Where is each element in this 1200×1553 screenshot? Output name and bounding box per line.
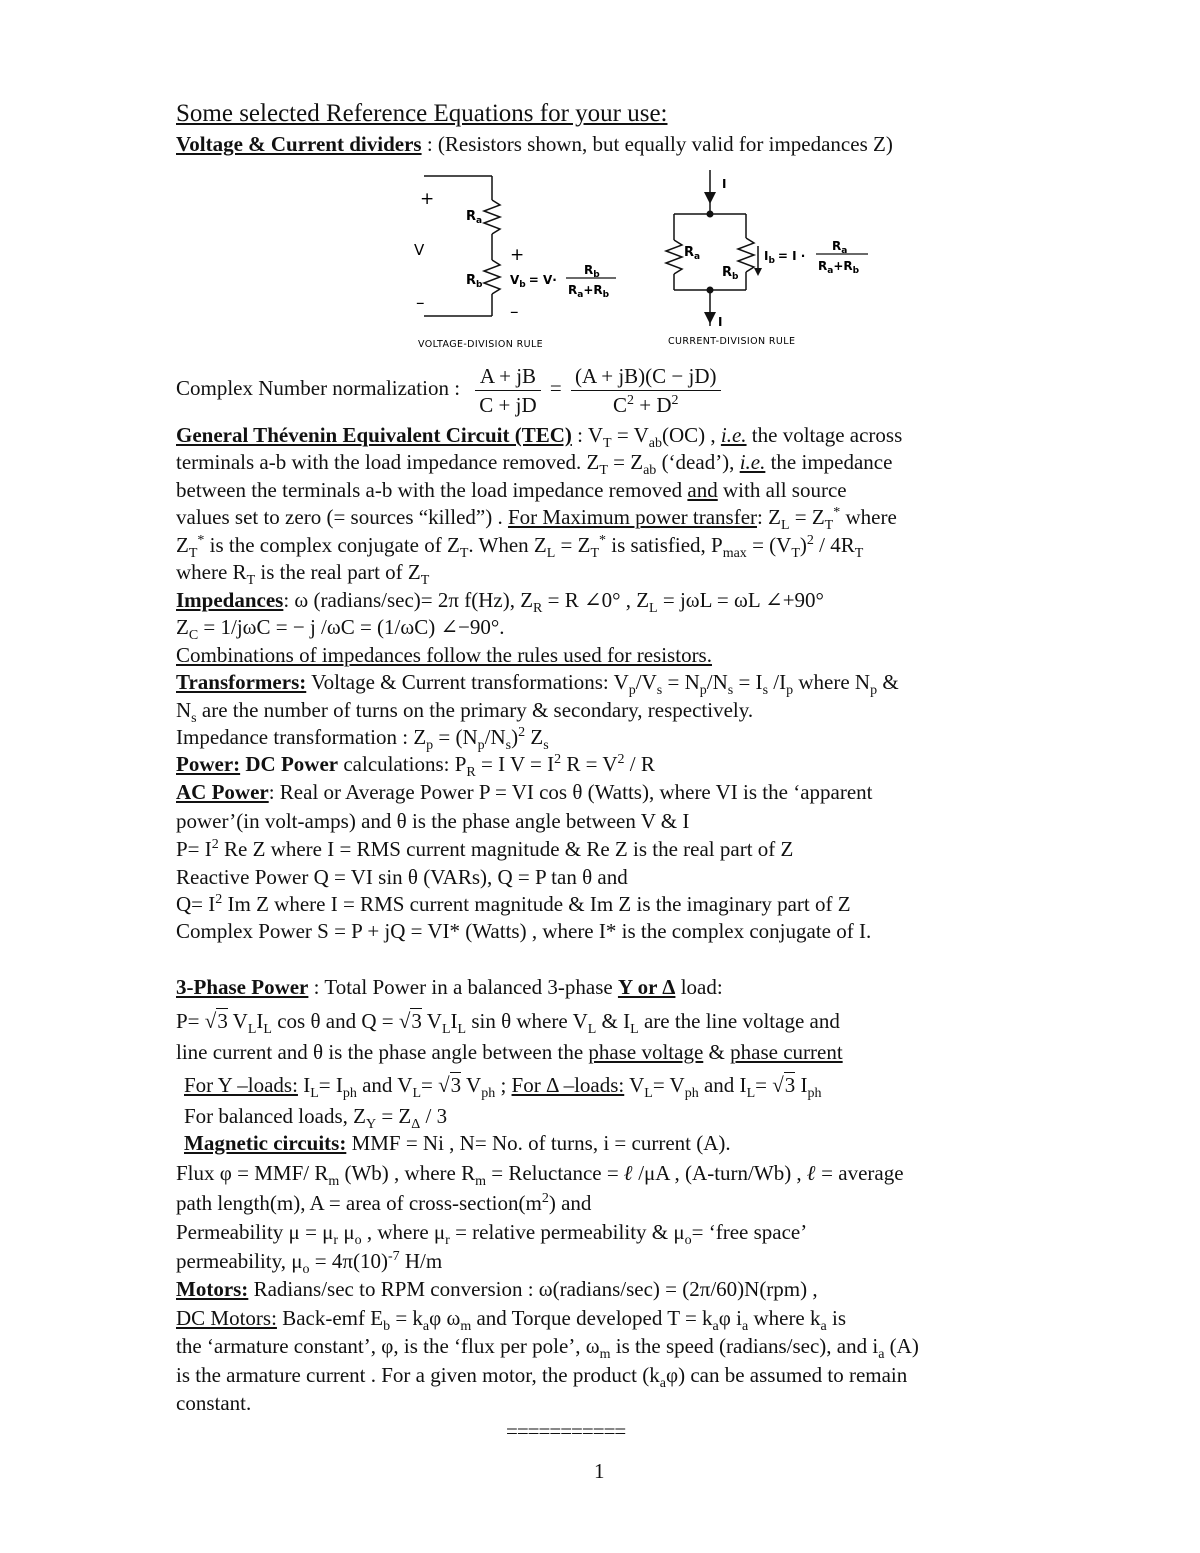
three-phase-line-5: For balanced loads, $Z_Y = Z_\Delta / 3$ (184, 1104, 448, 1133)
three-phase-line-3: line current and θ is the phase angle between the phase voltage & phase current (176, 1040, 843, 1064)
motors-line-1: Motors: Radians/sec to RPM conversion : ω(radians/sec) = (2π/60)N(rpm) , (176, 1277, 818, 1301)
cd-caption: CURRENT-DIVISION RULE (668, 336, 796, 347)
vd-minus-out: – (510, 302, 519, 322)
vd-ra-label: $R_a$ (466, 209, 483, 226)
page-title: Some selected Reference Equations for your use: (176, 100, 668, 127)
cd-i-bottom: I (718, 315, 723, 329)
motors-line-3: the ‘armature constant’, φ, is the ‘flux per pole’, $\omega_m$ is the speed (radians/sec), and $i_a$ (A) (176, 1334, 919, 1363)
thevenin-line-5: $Z_T^*$ is the complex conjugate of $Z_T$. When $Z_L = Z_T^*$ is satisfied, $P_{max} = (V_T)^2 / 4R_T$ (176, 533, 864, 562)
vd-v-label: V (414, 241, 425, 259)
transformers-heading: Transformers: (176, 670, 307, 694)
cd-i-top: I (722, 177, 727, 191)
transformers-line-2: $N_s$ are the number of turns on the primary & secondary, respectively. (176, 698, 754, 727)
impedances-heading: Impedances (176, 588, 284, 612)
power-heading: Power: (176, 752, 241, 776)
magnetic-line-3: path length(m), A = area of cross-$section(m^2)$ and (176, 1191, 592, 1215)
ac-power-line-4: Reactive Power Q = VI sin θ (VARs), Q = P tan θ and (176, 865, 628, 889)
ac-power-line-6: Complex Power S = P + jQ = VI* (Watts) , where I* is the complex conjugate of I. (176, 919, 872, 943)
thevenin-line-6: where $R_T$ is the real part of $Z_T$ (176, 560, 430, 589)
vd-rb-label: $R_b$ (466, 273, 483, 290)
impedances-line-1: Impedances: ω (radians/sec)= 2π f(Hz), $Z_R = R$ ∠0° , $Z_L = j\omega L = \omega L$ ∠+90° (176, 588, 824, 617)
complex-lhs-fraction: $\frac{A + jB}{C + jD}$ (475, 362, 540, 419)
magnetic-line-1: Magnetic circuits: MMF = Ni , N= No. of turns, i = current (A). (184, 1131, 731, 1155)
cd-formula-num: $R_a$ (832, 239, 848, 256)
impedances-line-2: $Z_C = 1/j\omega C$ = − j /ωC = (1/ωC) ∠−90°. (176, 615, 505, 644)
thevenin-line-2: terminals a-b with the load impedance removed. $Z_T = Z_{ab}$ (‘dead’), i.e. the impedance (176, 450, 893, 479)
motors-line-5: constant. (176, 1391, 252, 1415)
three-phase-line-2: P= √3 $V_LI_L$ cos θ and Q = √3 $V_LI_L$ sin θ where $V_L$ & $I_L$ are the line voltage and (176, 1009, 840, 1038)
transformers-line-1: Transformers: Voltage & Current transformations: $V_p/V_s = N_p/N_s = I_s$ $/I_p$ where $N_p$ & (176, 670, 899, 699)
ac-power-line-2: power’(in volt-amps) and θ is the phase angle between V & I (176, 809, 690, 833)
three-phase-line-4: For Y –loads: $I_L= I_{ph}$ and $V_L= √3$ $V_{ph}$ ; For Δ –loads: $V_L= V_{ph}$ and $I_L= √3$ $I_{ph}$ (184, 1073, 822, 1102)
dc-power-line: Power: DC Power calculations: $P_R = I$ $V = I^2$ $R = V^2 / R$ (176, 752, 655, 781)
thevenin-line-3: between the terminals a-b with the load impedance removed and with all source (176, 478, 847, 502)
vd-formula-den: $R_a+R_b$ (568, 283, 610, 300)
dividers-note: : (Resistors shown, but equally valid for impedances Z) (426, 132, 893, 156)
dividers-heading: Voltage & Current dividers (176, 132, 422, 156)
motors-line-2: DC Motors: Back-emf $E_b = k_a\varphi$ $\omega_m$ and Torque developed $T = k_a\varphi$ $i_a$ where $k_a$ is (176, 1306, 846, 1335)
impedances-line-3: Combinations of impedances follow the rules used for resistors. (176, 643, 712, 667)
separator: =========== (506, 1419, 626, 1443)
vd-plus-out: + (510, 245, 525, 265)
thevenin-heading: General Thévenin Equivalent Circuit (TEC) (176, 423, 572, 447)
magnetic-line-2: Flux φ = MMF/ $R_m$ (Wb) , where $R_m$ = Reluctance = ℓ /μA , (A-turn/Wb) , ℓ = average (176, 1161, 904, 1190)
complex-rhs-fraction: $\frac{(A + jB)(C - jD)}{C^2 + D^2}$ (571, 362, 721, 419)
magnetic-line-4: Permeability $\mu = \mu_r$ $\mu_o$ , where $\mu_r$ = relative permeability & $\mu_o=$ ‘free space’ (176, 1220, 808, 1249)
vd-formula-lhs: $V_b = V\cdot$ (510, 273, 557, 290)
three-phase-line-1: 3-Phase Power : Total Power in a balanced 3-phase Y or Δ load: (176, 975, 723, 999)
current-division-diagram (660, 166, 890, 353)
motors-line-4: is the armature current . For a given motor, the product $(k_a\varphi)$ can be assumed to remain (176, 1363, 908, 1392)
thevenin-line-4: values set to zero (= sources “killed”) . For Maximum power transfer: $Z_L = Z_T^*$ where (176, 505, 897, 534)
cd-formula-den: $R_a+R_b$ (818, 259, 860, 276)
magnetic-heading: Magnetic circuits: (184, 1131, 347, 1155)
complex-normalization: Complex Number normalization : $\frac{A + jB}{C + jD}$ = $\frac{(A + jB)(C - jD)}{C^2 + D^2}$ (176, 358, 721, 418)
page-number: 1 (594, 1459, 605, 1483)
vd-plus-top: + (420, 189, 435, 209)
dc-motors-heading: DC Motors: (176, 1306, 277, 1330)
thevenin-line-1: General Thévenin Equivalent Circuit (TEC) : $V_T = V_{ab}(OC)$ , i.e. the voltage across (176, 423, 903, 452)
cd-rb-label: $R_b$ (722, 265, 739, 282)
ac-power-line-5: $Q= I^2$ Im Z where I = RMS current magnitude & Im Z is the imaginary part of Z (176, 892, 851, 916)
dividers-line (176, 131, 893, 157)
complex-label: Complex Number normalization : (176, 376, 461, 400)
voltage-division-diagram (400, 168, 640, 353)
cd-ra-label: $R_a$ (684, 245, 701, 262)
vd-caption: VOLTAGE-DIVISION RULE (418, 339, 544, 350)
motors-heading: Motors: (176, 1277, 249, 1301)
transformers-line-3: Impedance transformation : $Z_p = (N_p/N_s)^2$ $Z_s$ (176, 725, 549, 754)
ac-power-line-3: $P= I^2$ Re Z where I = RMS current magnitude & Re Z is the real part of Z (176, 837, 794, 861)
cd-formula-lhs: $I_b = I$ · (764, 249, 806, 266)
magnetic-line-5: permeability, $\mu_o = 4\pi(10)^{-7}$ H/m (176, 1249, 443, 1278)
vd-minus-bottom: – (416, 293, 425, 313)
ac-power-line-1: AC Power: Real or Average Power P = VI cos θ (Watts), where VI is the ‘apparent (176, 780, 873, 804)
three-phase-heading: 3-Phase Power (176, 975, 309, 999)
ac-power-heading: AC Power (176, 780, 269, 804)
vd-formula-num: $R_b$ (584, 263, 600, 280)
